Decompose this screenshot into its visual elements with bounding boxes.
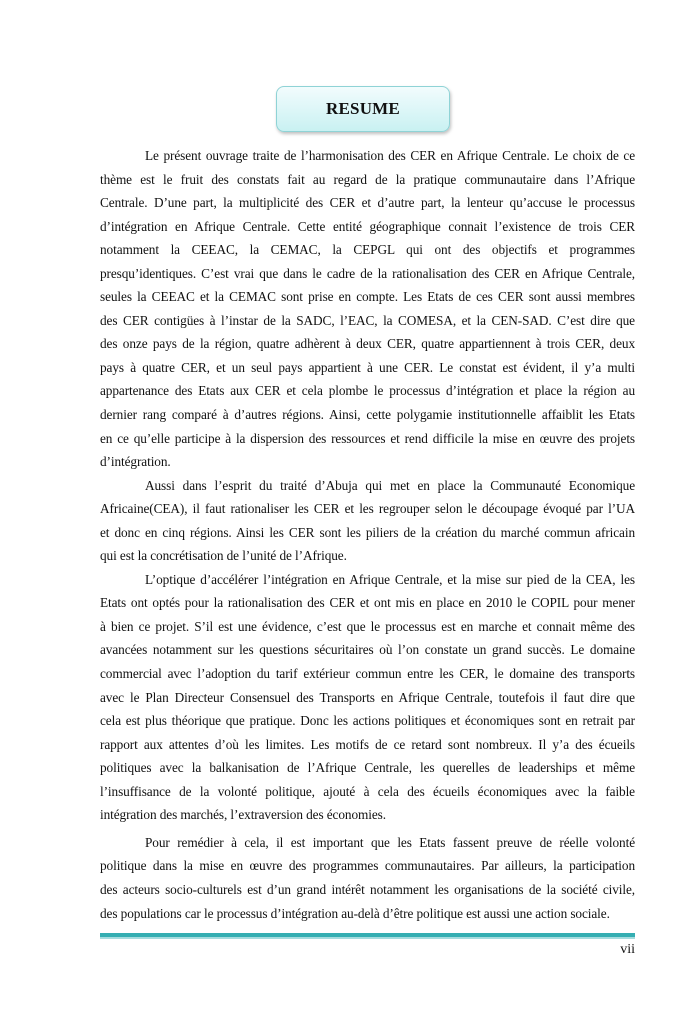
- text-line: qui est la concrétisation de l’unité de l’Afrique.: [100, 548, 347, 564]
- title-box: [276, 86, 450, 132]
- text-line: à bien ce projet. S’il est une évidence, c’est que le processus est en marche et connait même des: [100, 618, 635, 634]
- text-line: des CER contigües à l’instar de la SADC, l’EAC, la COMESA, et la CEN-SAD. C’est dire que: [100, 312, 635, 328]
- text-line: l’insuffisance de la volonté politique, ajouté à cela des écueils économiques avec la faible: [100, 783, 635, 799]
- footer-rule-shadow: [100, 937, 635, 939]
- text-line: appartenance des Etats aux CER et cela plombe le processus d’intégration et place la région au: [100, 383, 635, 399]
- text-line: notamment la CEEAC, la CEMAC, la CEPGL qui ont des objectifs et programmes: [100, 242, 635, 258]
- paragraph: [100, 568, 635, 827]
- paragraph: [100, 144, 635, 474]
- text-line: politiques avec la balkanisation de l’Afrique Centrale, les querelles de leaderships et même: [100, 760, 635, 776]
- text-line: des acteurs socio-culturels est d’un grand intérêt notamment les organisations de la société civile,: [100, 881, 635, 897]
- text-line: seules la CEEAC et la CEMAC sont prise en compte. Les Etats de ces CER sont aussi membres: [100, 289, 635, 305]
- page-number: vii: [620, 942, 635, 958]
- text-line: et donc en cinq régions. Ainsi les CER sont les piliers de la création du marché commun africain: [100, 524, 635, 540]
- text-line: dernier rang comparé à d’autres régions. Ainsi, cette polygamie institutionnelle affaiblit les Etats: [100, 407, 635, 423]
- text-line: des populations car le processus d’intégration au-delà d’être politique est aussi une action sociale.: [100, 905, 610, 921]
- text-line: avancées notamment sur les questions sécuritaires où l’on constate un grand succès. Le domaine: [100, 642, 635, 658]
- text-line: commercial avec l’adoption du tarif extérieur commun entre les CER, le domaine des transports: [100, 666, 635, 682]
- text-line: politique dans la mise en œuvre des programmes communautaires. Par ailleurs, la participation: [100, 858, 635, 874]
- document-body: [100, 144, 635, 925]
- paragraph: [100, 474, 635, 568]
- text-line: Le présent ouvrage traite de l’harmonisation des CER en Afrique Centrale. Le choix de ce: [145, 148, 635, 163]
- text-line: rapport aux attentes d’où les limites. Les motifs de ce retard sont nombreux. Il y’a des écueils: [100, 736, 635, 752]
- text-line: Aussi dans l’esprit du traité d’Abuja qui met en place la Communauté Economique: [145, 477, 635, 493]
- text-line: Pour remédier à cela, il est important que les Etats fassent preuve de réelle volonté: [145, 834, 635, 850]
- text-line: thème est le fruit des constats fait au regard de la pratique communautaire dans l’Afrique: [100, 171, 635, 187]
- text-line: d’intégration.: [100, 454, 171, 470]
- text-line: intégration des marchés, l’extraversion des économies.: [100, 807, 386, 823]
- text-line: Centrale. D’une part, la multiplicité des CER et d’autre part, la lenteur qu’accuse le processus: [100, 195, 635, 211]
- paragraph: [100, 831, 635, 925]
- page-title: RESUME: [326, 99, 400, 118]
- text-line: cela est plus théorique que pratique. Donc les actions politiques et économiques sont en retrait par: [100, 713, 635, 729]
- text-line: d’intégration en Afrique Centrale. Cette entité géographique connait l’existence de trois CER: [100, 218, 635, 234]
- text-line: Etats ont optés pour la rationalisation des CER et ont mis en place en 2010 le COPIL pour mener: [100, 595, 635, 611]
- text-line: en ce qu’elle participe à la dispersion des ressources et rend difficile la mise en œuvre des projets: [100, 430, 635, 446]
- text-line: Africaine(CEA), il faut rationaliser les CER et les regrouper selon le découpage évoqué par l’UA: [100, 501, 635, 517]
- text-line: presqu’identiques. C’est vrai que dans le cadre de la rationalisation des CER en Afrique Centrale,: [100, 265, 635, 281]
- text-line: avec le Plan Directeur Consensuel des Transports en Afrique Centrale, toutefois il faut dire que: [100, 689, 635, 705]
- text-line: L’optique d’accélérer l’intégration en Afrique Centrale, et la mise sur pied de la CEA, les: [145, 571, 635, 587]
- text-line: pays à quatre CER, et un seul pays appartient à une CER. Le constat est évident, il y’a multi: [100, 359, 635, 375]
- text-line: des onze pays de la région, quatre adhèrent à deux CER, quatre appartiennent à trois CER, deux: [100, 336, 635, 352]
- page-content: [100, 144, 635, 958]
